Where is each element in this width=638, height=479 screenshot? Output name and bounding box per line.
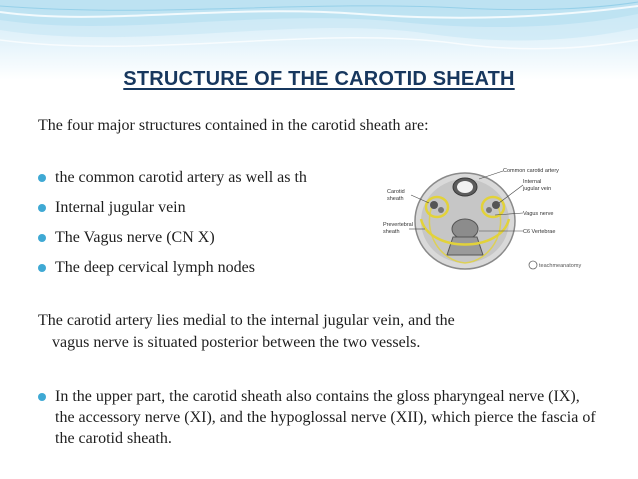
label-prevertebral-2: sheath <box>383 229 400 235</box>
bullet-icon <box>38 234 46 242</box>
paragraph-line-1: The carotid artery lies medial to the internal jugular vein, and the <box>38 312 455 329</box>
label-c6-vertebrae: C6 Vertebrae <box>523 229 556 235</box>
watermark-text: teachmeanatomy <box>539 263 582 269</box>
upper-part-bullet <box>38 386 598 449</box>
upper-part-text: In the upper part, the carotid sheath also contains the gloss pharyngeal nerve (IX), the accessory nerve (XI), and the hypoglossal nerve (XII), which pierce the fascia of the carotid sheath. <box>55 388 596 447</box>
label-carotid-sheath-1: Carotid <box>387 189 405 195</box>
neck-cross-section-figure <box>381 163 589 275</box>
list-item: Internal jugular vein <box>38 198 307 228</box>
bullet-icon <box>38 174 46 182</box>
bullet-icon <box>38 204 46 212</box>
label-prevertebral-1: Prevertebral <box>383 222 413 228</box>
watermark-logo-icon <box>529 261 537 269</box>
list-item: The Vagus nerve (CN X) <box>38 228 307 258</box>
page-title: STRUCTURE OF THE CAROTID SHEATH <box>123 68 515 90</box>
intro-text: The four major structures contained in the carotid sheath are: <box>38 117 429 134</box>
list-item: the common carotid artery as well as th <box>38 168 307 198</box>
bullet-icon <box>38 264 46 272</box>
anatomy-diagram <box>381 163 589 275</box>
label-carotid-sheath-2: sheath <box>387 196 404 202</box>
list-item: The deep cervical lymph nodes <box>38 258 307 288</box>
carotid-position-paragraph <box>38 310 608 354</box>
structure-list <box>38 168 307 288</box>
label-internal-jugular-2: jugular vein <box>523 186 552 192</box>
paragraph-line-2: vagus nerve is situated posterior between the two vessels. <box>52 334 421 351</box>
bullet-icon <box>38 393 46 401</box>
label-vagus-nerve: Vagus nerve <box>523 211 554 217</box>
label-common-carotid: Common carotid artery <box>503 168 559 174</box>
label-internal-jugular-1: Internal <box>523 179 542 185</box>
